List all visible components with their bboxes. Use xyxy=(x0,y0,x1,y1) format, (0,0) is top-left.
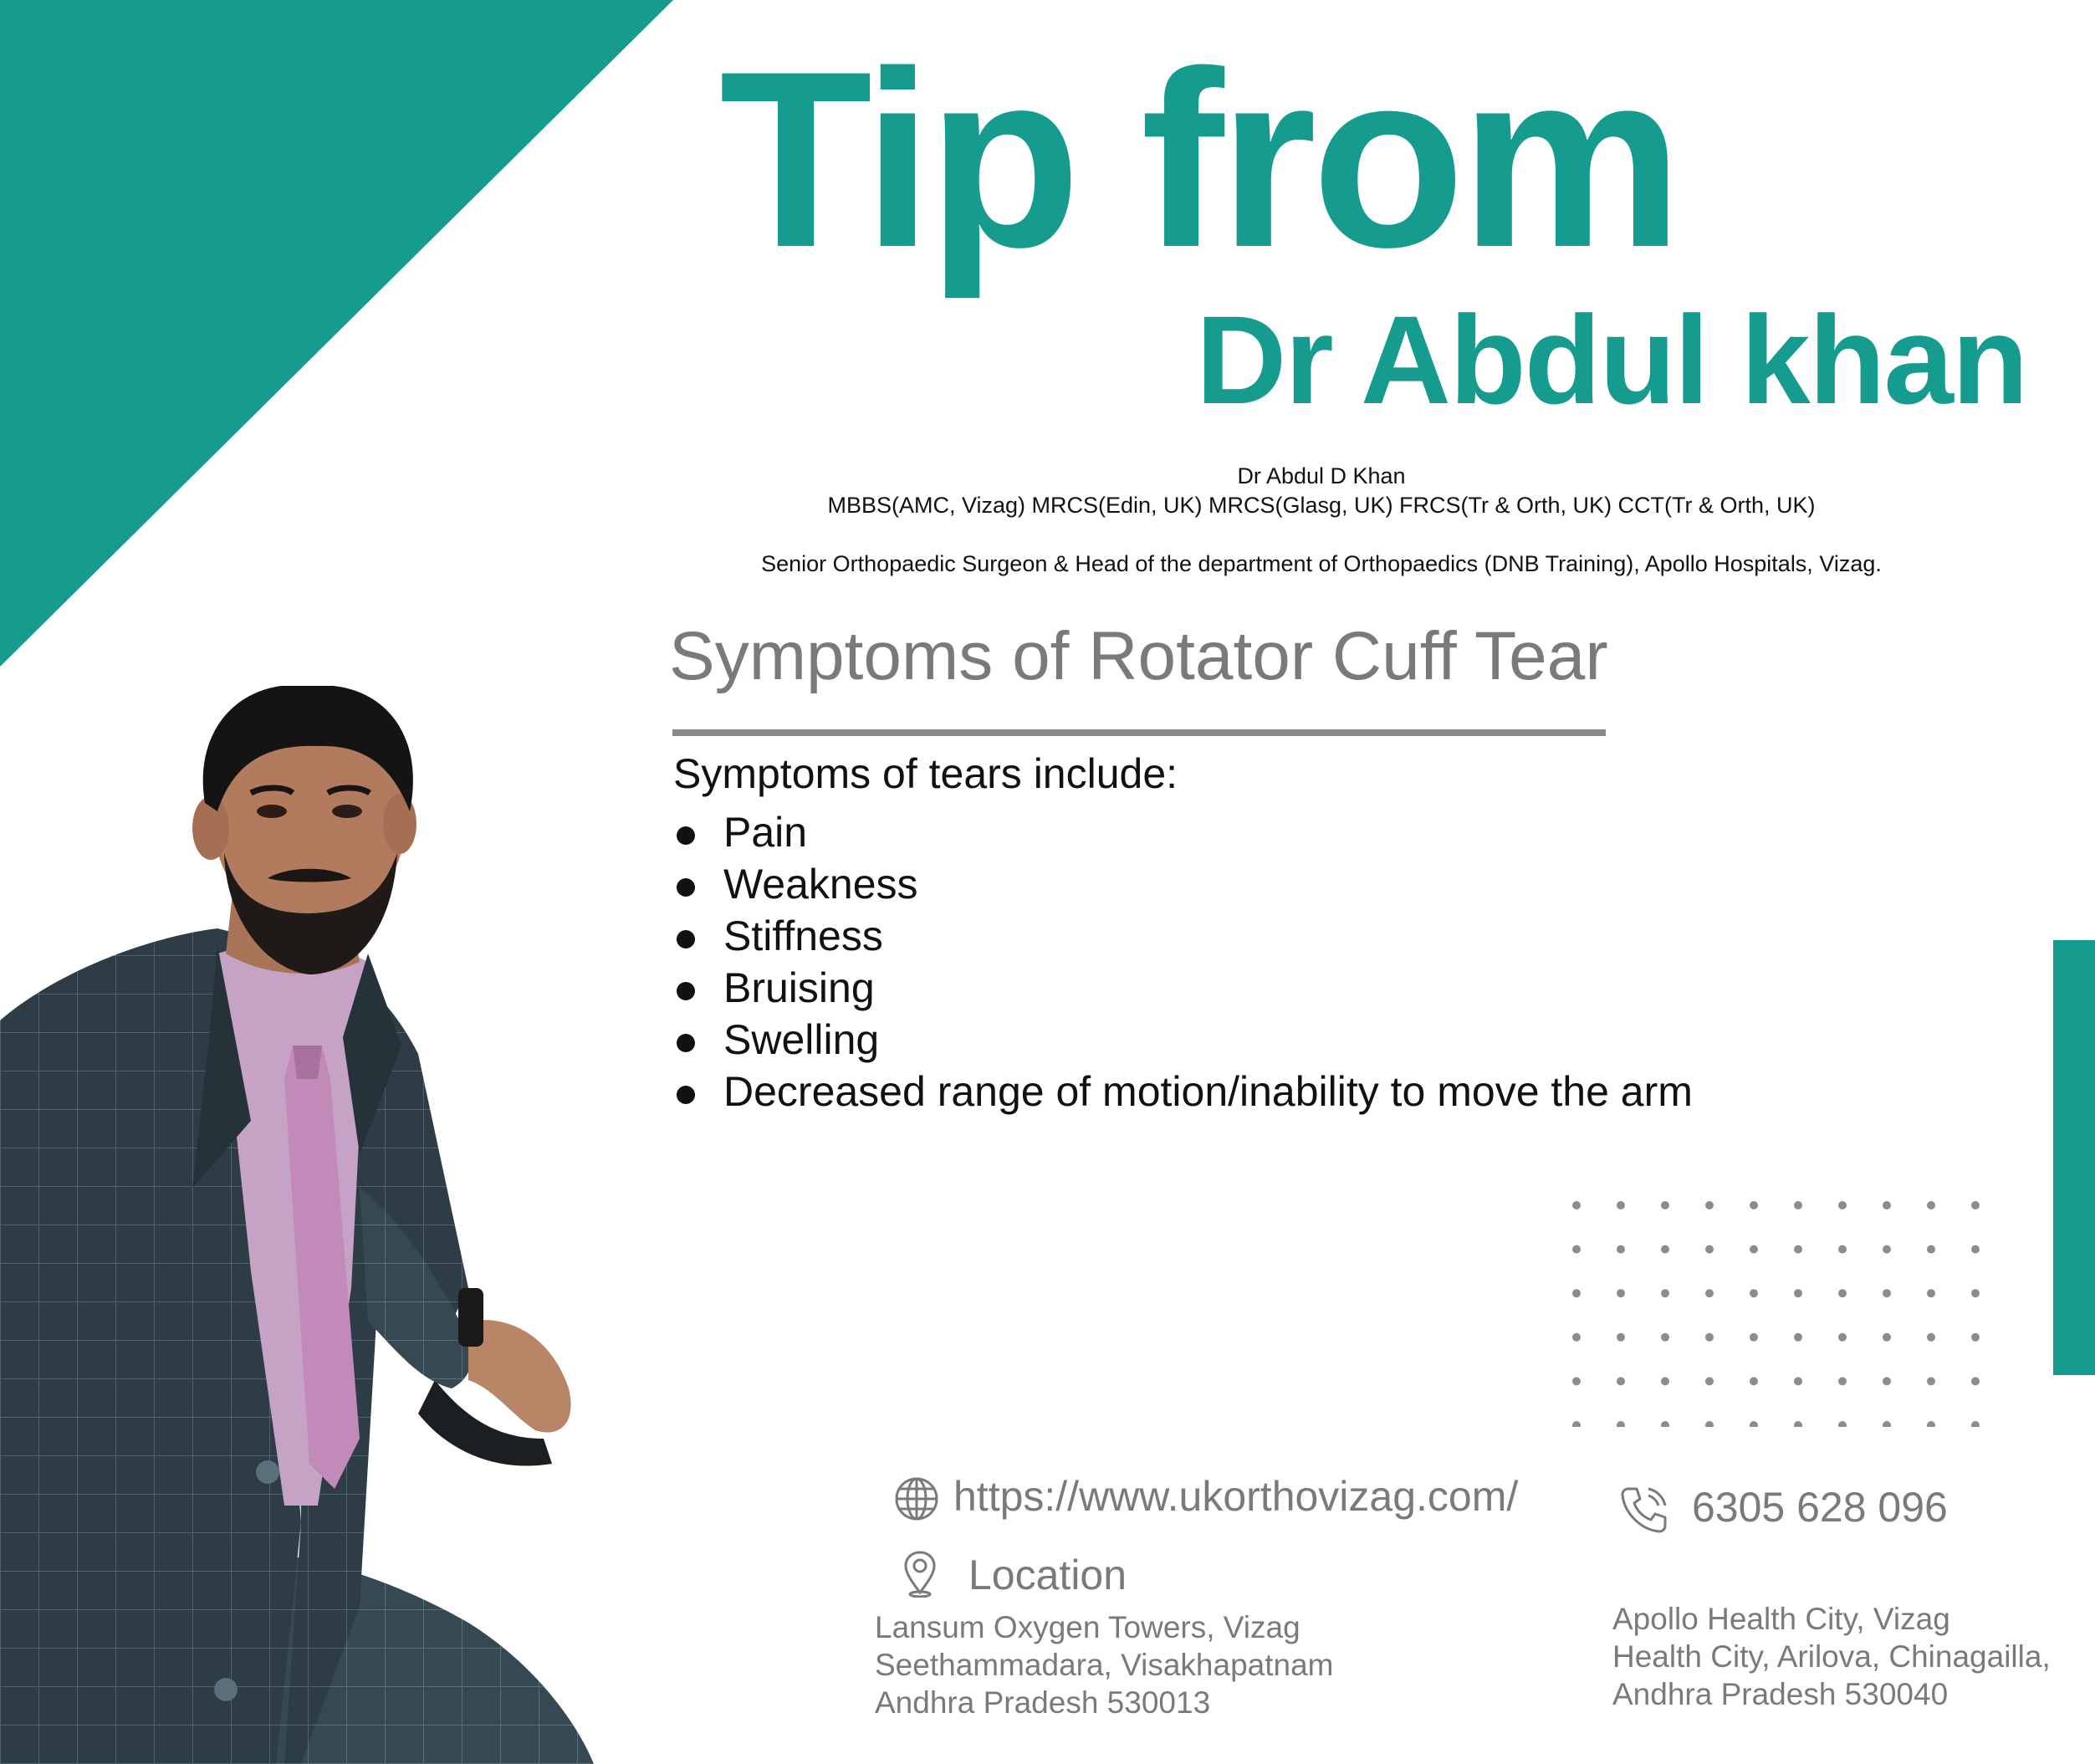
decorative-dot xyxy=(1661,1289,1669,1297)
decorative-dot xyxy=(1617,1333,1625,1342)
decorative-dot xyxy=(1661,1201,1669,1209)
decorative-dot xyxy=(1705,1333,1714,1342)
decorative-dot xyxy=(1927,1201,1935,1209)
decorative-dot xyxy=(1794,1377,1802,1385)
decorative-dot xyxy=(1661,1245,1669,1254)
location-pin-icon xyxy=(902,1549,938,1598)
decorative-dot xyxy=(1883,1245,1891,1254)
decorative-dot xyxy=(1661,1333,1669,1342)
decorative-dot xyxy=(1617,1421,1625,1427)
decorative-dot xyxy=(1794,1245,1802,1254)
decorative-side-bar xyxy=(2053,940,2095,1375)
symptom-item: Swelling xyxy=(673,1015,1693,1065)
decorative-dot xyxy=(1838,1289,1847,1297)
address-line: Seethammadara, Visakhapatnam xyxy=(875,1648,1334,1682)
title-line-2: Dr Abdul khan xyxy=(1196,289,2027,430)
title-line-1: Tip from xyxy=(719,18,1679,299)
decorative-dot xyxy=(1750,1245,1758,1254)
decorative-dot xyxy=(1883,1421,1891,1427)
doctor-role: Senior Orthopaedic Surgeon & Head of the department of Orthopaedics (DNB Training), Apollo Hospitals, Vizag. xyxy=(761,551,1882,576)
decorative-dot xyxy=(1838,1333,1847,1342)
decorative-dot xyxy=(1971,1333,1980,1342)
decorative-dot xyxy=(1971,1421,1980,1427)
doctor-name: Dr Abdul D Khan xyxy=(1237,463,1406,488)
decorative-dot-grid xyxy=(1564,1193,2016,1427)
decorative-dot xyxy=(1750,1289,1758,1297)
decorative-dot xyxy=(1971,1377,1980,1385)
decorative-dot xyxy=(1927,1245,1935,1254)
globe-icon xyxy=(893,1475,940,1522)
section-heading: Symptoms of Rotator Cuff Tear xyxy=(669,618,1608,694)
decorative-dot xyxy=(1971,1201,1980,1209)
decorative-dot xyxy=(1705,1289,1714,1297)
decorative-dot xyxy=(1750,1201,1758,1209)
decorative-dot xyxy=(1794,1289,1802,1297)
symptoms-list xyxy=(673,807,1693,1118)
decorative-dot xyxy=(1661,1421,1669,1427)
symptom-item: Pain xyxy=(673,807,1693,857)
decorative-dot xyxy=(1794,1201,1802,1209)
website-link[interactable]: https://www.ukorthovizag.com/ xyxy=(953,1473,1519,1520)
symptom-item: Weakness xyxy=(673,859,1693,909)
doctor-degrees: MBBS(AMC, Vizag) MRCS(Edin, UK) MRCS(Glasg, UK) FRCS(Tr & Orth, UK) CCT(Tr & Orth, UK) xyxy=(827,493,1816,518)
address-apollo xyxy=(1612,1600,2051,1713)
decorative-dot xyxy=(1927,1377,1935,1385)
decorative-dot xyxy=(1838,1201,1847,1209)
address-line: Lansum Oxygen Towers, Vizag xyxy=(875,1610,1300,1644)
decorative-dot xyxy=(1838,1245,1847,1254)
decorative-dot xyxy=(1617,1201,1625,1209)
symptom-item: Bruising xyxy=(673,963,1693,1013)
decorative-dot xyxy=(1883,1201,1891,1209)
decorative-dot xyxy=(1971,1245,1980,1254)
decorative-dot xyxy=(1705,1421,1714,1427)
decorative-dot xyxy=(1794,1421,1802,1427)
decorative-dot xyxy=(1750,1377,1758,1385)
decorative-dot xyxy=(1705,1377,1714,1385)
decorative-corner-triangle xyxy=(0,0,673,667)
decorative-dot xyxy=(1794,1333,1802,1342)
decorative-dot xyxy=(1838,1421,1847,1427)
decorative-dot xyxy=(1883,1333,1891,1342)
decorative-dot xyxy=(1572,1421,1581,1427)
address-line: Health City, Arilova, Chinagailla, xyxy=(1612,1639,2051,1674)
decorative-dot xyxy=(1572,1245,1581,1254)
doctor-photo xyxy=(0,686,594,1764)
decorative-dot xyxy=(1572,1289,1581,1297)
decorative-dot xyxy=(1927,1333,1935,1342)
decorative-dot xyxy=(1617,1289,1625,1297)
phone-number[interactable]: 6305 628 096 xyxy=(1692,1484,1948,1531)
decorative-dot xyxy=(1883,1377,1891,1385)
decorative-dot xyxy=(1927,1289,1935,1297)
decorative-dot xyxy=(1617,1245,1625,1254)
address-line: Andhra Pradesh 530013 xyxy=(875,1685,1211,1720)
decorative-dot xyxy=(1838,1377,1847,1385)
decorative-dot xyxy=(1705,1245,1714,1254)
heading-underline xyxy=(672,729,1606,736)
decorative-dot xyxy=(1572,1201,1581,1209)
decorative-dot xyxy=(1883,1289,1891,1297)
decorative-dot xyxy=(1572,1333,1581,1342)
decorative-dot xyxy=(1661,1377,1669,1385)
address-line: Apollo Health City, Vizag xyxy=(1612,1602,1950,1636)
symptoms-intro: Symptoms of tears include: xyxy=(673,750,1178,797)
decorative-dot xyxy=(1617,1377,1625,1385)
symptom-item: Decreased range of motion/inability to move the arm xyxy=(673,1066,1693,1117)
decorative-dot xyxy=(1572,1377,1581,1385)
phone-icon xyxy=(1618,1484,1670,1536)
address-line: Andhra Pradesh 530040 xyxy=(1612,1677,1949,1711)
decorative-dot xyxy=(1750,1333,1758,1342)
decorative-dot xyxy=(1971,1289,1980,1297)
address-lansum xyxy=(875,1608,1333,1721)
decorative-dot xyxy=(1705,1201,1714,1209)
location-label: Location xyxy=(968,1552,1127,1598)
decorative-dot xyxy=(1750,1421,1758,1427)
decorative-dot xyxy=(1927,1421,1935,1427)
symptom-item: Stiffness xyxy=(673,911,1693,961)
